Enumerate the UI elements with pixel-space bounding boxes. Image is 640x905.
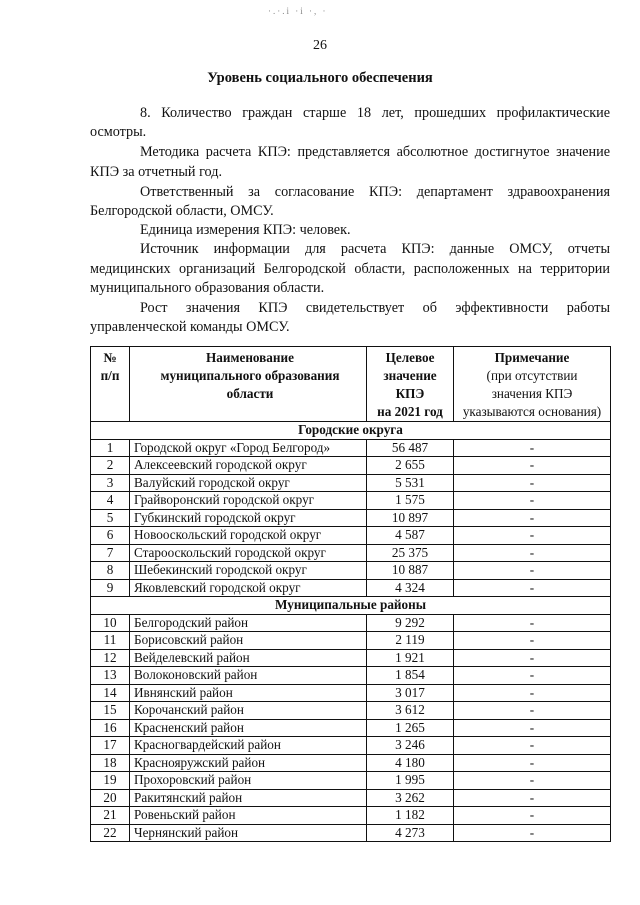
- row-name: Губкинский городской округ: [130, 509, 367, 527]
- header-value: Целевое значение КПЭ на 2021 год: [367, 347, 454, 422]
- row-number: 10: [91, 614, 130, 632]
- row-number: 21: [91, 807, 130, 825]
- row-note: -: [454, 667, 611, 685]
- row-number: 16: [91, 719, 130, 737]
- row-note: -: [454, 807, 611, 825]
- row-note: -: [454, 737, 611, 755]
- row-value: 4 273: [367, 824, 454, 842]
- table-row: [91, 439, 611, 457]
- table-row: [91, 527, 611, 545]
- row-value: 3 262: [367, 789, 454, 807]
- row-name: Алексеевский городской округ: [130, 457, 367, 475]
- row-number: 18: [91, 754, 130, 772]
- row-note: -: [454, 824, 611, 842]
- table-row: [91, 772, 611, 790]
- header-num: № п/п: [91, 347, 130, 422]
- row-note: -: [454, 649, 611, 667]
- table-row: [91, 579, 611, 597]
- row-name: Яковлевский городской округ: [130, 579, 367, 597]
- row-number: 14: [91, 684, 130, 702]
- row-note: -: [454, 614, 611, 632]
- row-number: 8: [91, 562, 130, 580]
- row-number: 22: [91, 824, 130, 842]
- table-row: [91, 632, 611, 650]
- table-row: [91, 702, 611, 720]
- page-number: 26: [313, 38, 327, 53]
- body-text: [90, 104, 610, 337]
- table-row: [91, 824, 611, 842]
- row-note: -: [454, 562, 611, 580]
- table-row: [91, 684, 611, 702]
- row-name: Новооскольский городской округ: [130, 527, 367, 545]
- scan-artifact: ·.·.i ·i ·, ·: [268, 6, 328, 16]
- row-name: Чернянский район: [130, 824, 367, 842]
- row-number: 3: [91, 474, 130, 492]
- row-note: -: [454, 509, 611, 527]
- row-note: -: [454, 527, 611, 545]
- row-number: 15: [91, 702, 130, 720]
- row-name: Волоконовский район: [130, 667, 367, 685]
- row-note: -: [454, 457, 611, 475]
- row-value: 1 921: [367, 649, 454, 667]
- paragraph-source: Источник информации для расчета КПЭ: данные ОМСУ, отчеты медицинских организаций Белгородской области, расположенных на территории муниципального образования области.: [90, 241, 610, 296]
- row-note: -: [454, 789, 611, 807]
- paragraph-unit: Единица измерения КПЭ: человек.: [140, 222, 351, 239]
- table-body: [91, 422, 611, 842]
- row-name: Шебекинский городской округ: [130, 562, 367, 580]
- row-value: 4 180: [367, 754, 454, 772]
- row-note: -: [454, 579, 611, 597]
- row-name: Прохоровский район: [130, 772, 367, 790]
- row-name: Грайворонский городской округ: [130, 492, 367, 510]
- row-number: 12: [91, 649, 130, 667]
- row-value: 10 897: [367, 509, 454, 527]
- paragraph-indicator: 8. Количество граждан старше 18 лет, прошедших профилактические осмотры.: [90, 105, 610, 141]
- row-name: Ракитянский район: [130, 789, 367, 807]
- row-number: 20: [91, 789, 130, 807]
- table-row: [91, 754, 611, 772]
- row-name: Корочанский район: [130, 702, 367, 720]
- row-name: Валуйский городской округ: [130, 474, 367, 492]
- row-number: 17: [91, 737, 130, 755]
- row-note: -: [454, 719, 611, 737]
- table-row: [91, 509, 611, 527]
- row-name: Ровеньский район: [130, 807, 367, 825]
- row-note: -: [454, 474, 611, 492]
- row-value: 25 375: [367, 544, 454, 562]
- row-value: 5 531: [367, 474, 454, 492]
- row-note: -: [454, 439, 611, 457]
- table-header-row: [91, 347, 611, 422]
- row-note: -: [454, 632, 611, 650]
- row-number: 6: [91, 527, 130, 545]
- table-row: [91, 492, 611, 510]
- section-heading: Уровень социального обеспечения: [207, 70, 433, 86]
- table-row: [91, 562, 611, 580]
- table-row: [91, 789, 611, 807]
- table-row: [91, 737, 611, 755]
- row-value: 1 182: [367, 807, 454, 825]
- paragraph-methodology: Методика расчета КПЭ: представляется абсолютное достигнутое значение КПЭ за отчетный год.: [90, 144, 610, 180]
- row-name: Краснояружский район: [130, 754, 367, 772]
- table-row: [91, 807, 611, 825]
- row-note: -: [454, 702, 611, 720]
- row-value: 9 292: [367, 614, 454, 632]
- row-note: -: [454, 772, 611, 790]
- row-name: Вейделевский район: [130, 649, 367, 667]
- row-name: Белгородский район: [130, 614, 367, 632]
- row-value: 10 887: [367, 562, 454, 580]
- row-value: 1 575: [367, 492, 454, 510]
- row-note: -: [454, 684, 611, 702]
- row-value: 3 246: [367, 737, 454, 755]
- header-note: Примечание (при отсутствии значения КПЭ указываются основания): [454, 347, 611, 422]
- row-value: 1 995: [367, 772, 454, 790]
- row-number: 13: [91, 667, 130, 685]
- row-value: 3 612: [367, 702, 454, 720]
- table-row: [91, 719, 611, 737]
- row-number: 9: [91, 579, 130, 597]
- row-number: 7: [91, 544, 130, 562]
- paragraph-responsible: Ответственный за согласование КПЭ: департамент здравоохранения Белгородской области, ОМСУ.: [90, 183, 610, 220]
- section-title: Муниципальные районы: [91, 597, 611, 615]
- paragraph-growth: Рост значения КПЭ свидетельствует об эффективности работы управленческой команды ОМСУ.: [90, 300, 610, 336]
- table-row: [91, 667, 611, 685]
- table-row: [91, 649, 611, 667]
- row-value: 1 854: [367, 667, 454, 685]
- row-number: 2: [91, 457, 130, 475]
- table-row: [91, 474, 611, 492]
- row-number: 1: [91, 439, 130, 457]
- section-row: [91, 597, 611, 615]
- row-value: 4 324: [367, 579, 454, 597]
- row-name: Городской округ «Город Белгород»: [130, 439, 367, 457]
- row-note: -: [454, 754, 611, 772]
- section-row: [91, 422, 611, 440]
- row-value: 56 487: [367, 439, 454, 457]
- kpe-table: [90, 346, 611, 842]
- row-number: 5: [91, 509, 130, 527]
- row-number: 11: [91, 632, 130, 650]
- row-note: -: [454, 544, 611, 562]
- section-title: Городские округа: [91, 422, 611, 440]
- table-row: [91, 614, 611, 632]
- row-value: 3 017: [367, 684, 454, 702]
- header-name: Наименование муниципального образования области: [130, 347, 367, 422]
- row-value: 2 655: [367, 457, 454, 475]
- row-name: Красногвардейский район: [130, 737, 367, 755]
- table-row: [91, 544, 611, 562]
- row-name: Красненский район: [130, 719, 367, 737]
- table-row: [91, 457, 611, 475]
- row-note: -: [454, 492, 611, 510]
- row-value: 2 119: [367, 632, 454, 650]
- row-name: Борисовский район: [130, 632, 367, 650]
- row-name: Ивнянский район: [130, 684, 367, 702]
- row-name: Старооскольский городской округ: [130, 544, 367, 562]
- row-number: 19: [91, 772, 130, 790]
- row-value: 1 265: [367, 719, 454, 737]
- row-number: 4: [91, 492, 130, 510]
- row-value: 4 587: [367, 527, 454, 545]
